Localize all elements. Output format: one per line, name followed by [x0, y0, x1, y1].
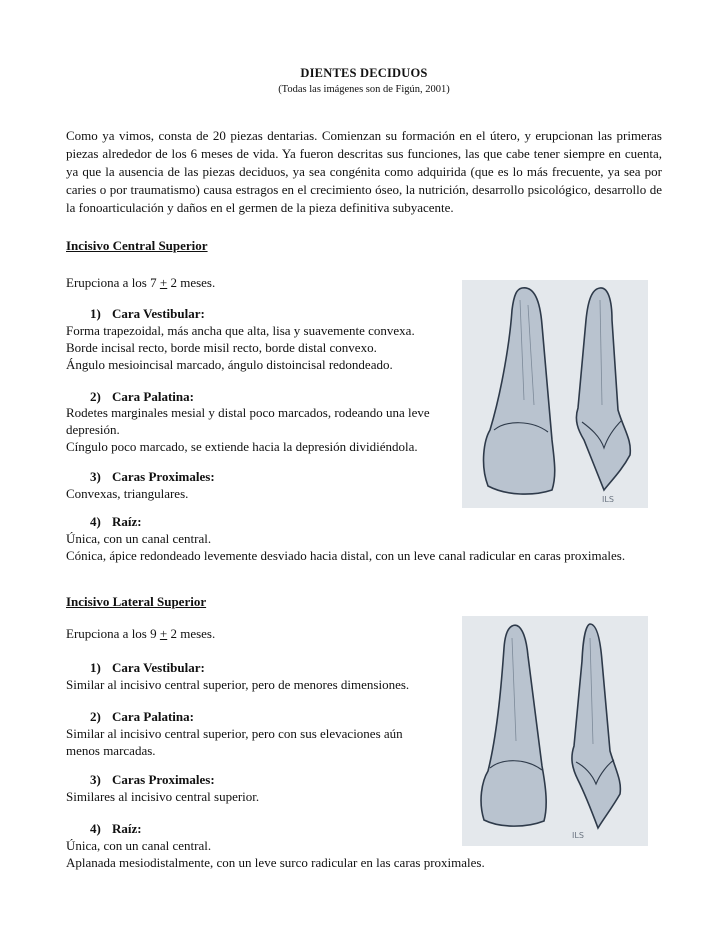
tooth-figure-central-incisor — [462, 280, 648, 508]
document-subtitle: (Todas las imágenes son de Figún, 2001) — [278, 84, 450, 95]
tooth-illustration-lateral — [462, 616, 648, 846]
paragraph-vestibular-central: Forma trapezoidal, más ancha que alta, lisa y suavemente convexa. Borde incisal recto, borde misil recto, borde distal convexo. Ángulo mesioincisal marcado, ángulo distoincisal redondeado. — [66, 323, 415, 372]
eruption-lateral: Erupciona a los 9 + 2 meses. — [66, 626, 216, 641]
paragraph-palatina-lateral: Similar al incisivo central superior, pero con sus elevaciones aún menos marcadas. — [66, 726, 403, 758]
section-title-lateral: Incisivo Lateral Superior — [66, 594, 207, 609]
paragraph-vestibular-lateral: Similar al incisivo central superior, pero de menores dimensiones. — [66, 677, 410, 692]
paragraph-raiz-lateral: Única, con un canal central. Aplanada mesiodistalmente, con un leve surco radicular en las caras proximales. — [66, 838, 485, 870]
tooth-figure-lateral-incisor — [462, 616, 648, 846]
subheading-palatina-lateral: 2) Cara Palatina: — [90, 709, 194, 724]
subheading-palatina-central: 2) Cara Palatina: — [90, 389, 194, 404]
subheading-proximales-central: 3) Caras Proximales: — [90, 469, 215, 484]
figure-credit-central: ILS — [602, 495, 614, 504]
figure-credit-lateral: ILS — [572, 831, 584, 840]
subheading-vestibular-central: 1) Cara Vestibular: — [90, 306, 205, 321]
subheading-raiz-central: 4) Raíz: — [90, 514, 142, 529]
subheading-proximales-lateral: 3) Caras Proximales: — [90, 772, 215, 787]
paragraph-proximales-central: Convexas, triangulares. — [66, 486, 189, 501]
eruption-central: Erupciona a los 7 + 2 meses. — [66, 275, 216, 290]
tooth-illustration-central — [462, 280, 648, 508]
subheading-raiz-lateral: 4) Raíz: — [90, 821, 142, 836]
intro-paragraph: Como ya vimos, consta de 20 piezas dentarias. Comienzan su formación en el útero, y erupcionan las primeras piezas alrededor de los 6 meses de vida. Ya fueron descritas sus funciones, las que cabe tener siempre en cuenta, ya que la ausencia de las piezas deciduos, ya sea congénita como adquirida (que es lo más frecuente, ya sea por caries o por traumatismo) causa estragos en el crecimiento óseo, la nutrición, desarrollo psicológico, desarrollo de la fonoarticulación y daños en el germen de la pieza definitiva subyacente. — [66, 128, 662, 215]
document-title: DIENTES DECIDUOS — [300, 66, 428, 80]
paragraph-raiz-central: Única, con un canal central. Cónica, ápice redondeado levemente desviado hacia distal, con un leve canal radicular en caras proximales. — [66, 531, 626, 563]
subheading-vestibular-lateral: 1) Cara Vestibular: — [90, 660, 205, 675]
section-title-central: Incisivo Central Superior — [66, 238, 208, 253]
paragraph-palatina-central: Rodetes marginales mesial y distal poco marcados, rodeando una leve depresión. Cíngulo poco marcado, se extiende hacia la depresión dividiéndola. — [66, 405, 430, 454]
paragraph-proximales-lateral: Similares al incisivo central superior. — [66, 789, 260, 804]
